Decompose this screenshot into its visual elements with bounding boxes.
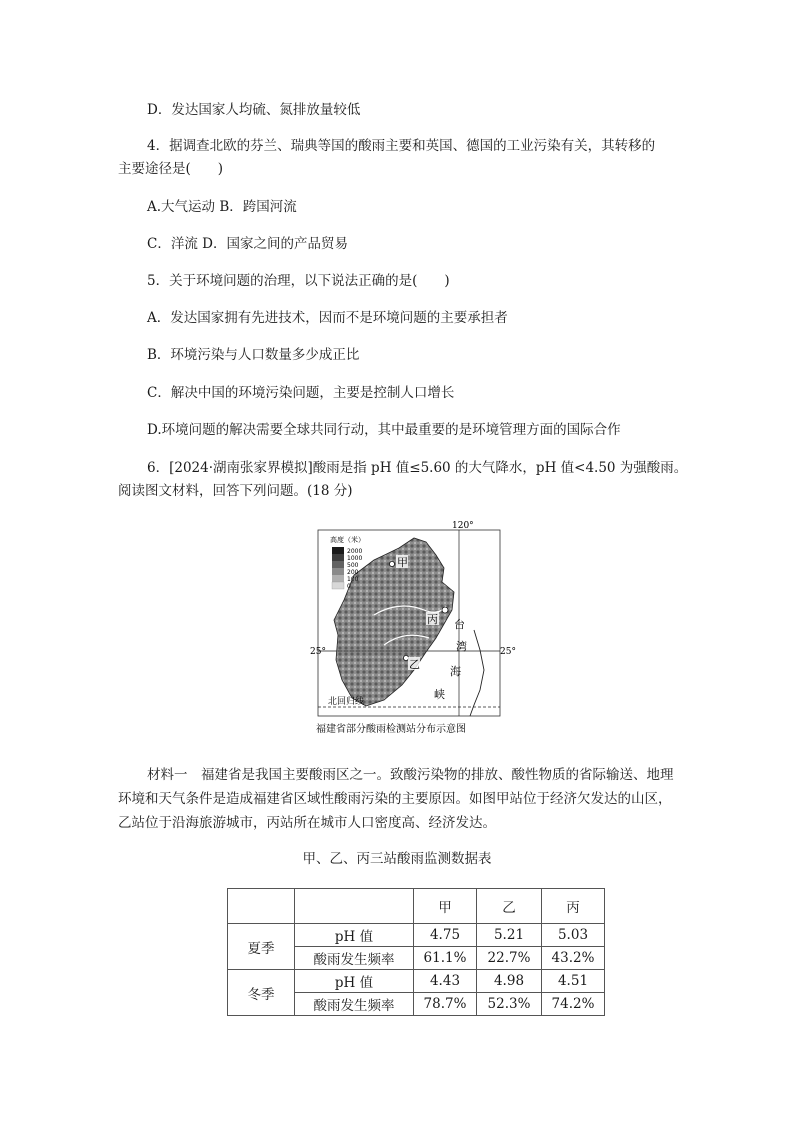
- q6-stem-line1: 6．[2024·湖南张家界模拟]酸雨是指 pH 值≤5.60 的大气降水，pH 值<4.50 为强酸雨。: [147, 460, 688, 476]
- lat-label-right: 25°: [500, 647, 516, 657]
- legend-value: 500: [347, 562, 359, 569]
- column-header: 甲: [414, 889, 477, 924]
- tropic-label: 北回归线: [328, 697, 365, 707]
- row-label: 酸雨发生频率: [295, 993, 414, 1016]
- q5-stem: 5．关于环境问题的治理，以下说法正确的是( ): [147, 273, 450, 289]
- lat-label-left: 25°: [310, 647, 326, 657]
- strait-char: 湾: [456, 640, 467, 653]
- table-row: [228, 970, 605, 993]
- season-label: 夏季: [228, 924, 295, 970]
- q4-options-ab: A.大气运动 B．跨国河流: [147, 199, 297, 215]
- table-cell: 61.1%: [414, 947, 477, 970]
- table-title: 甲、乙、丙三站酸雨监测数据表: [302, 851, 492, 867]
- strait-char: 峡: [434, 688, 445, 701]
- row-label: pH 值: [295, 970, 414, 993]
- q5-option-c: C．解决中国的环境污染问题，主要是控制人口增长: [147, 385, 455, 401]
- station-jia-marker: [389, 561, 394, 566]
- station-yi-label: 乙: [409, 658, 420, 671]
- row-label: 酸雨发生频率: [295, 947, 414, 970]
- strait-char: 海: [450, 665, 461, 678]
- map-caption: 福建省部分酸雨检测站分布示意图: [316, 724, 466, 735]
- season-label: 冬季: [228, 970, 295, 1016]
- q5-option-d: D.环境问题的解决需要全球共同行动，其中最重要的是环境管理方面的国际合作: [147, 422, 621, 438]
- legend-value: 1000: [347, 555, 363, 562]
- q4-stem-line2: 主要途径是( ): [118, 161, 224, 177]
- station-yi-marker: [403, 655, 408, 660]
- table-cell: 5.03: [542, 924, 605, 947]
- table-header-row: [228, 889, 605, 924]
- legend-value: 100: [347, 576, 359, 583]
- map-graphic: [310, 520, 516, 738]
- acid-rain-data-table: [227, 888, 605, 1016]
- column-header: 乙: [477, 889, 542, 924]
- table-cell: 74.2%: [542, 993, 605, 1016]
- table-cell: 52.3%: [477, 993, 542, 1016]
- legend-value: 0: [347, 583, 351, 590]
- table-cell: 4.75: [414, 924, 477, 947]
- table-cell: 78.7%: [414, 993, 477, 1016]
- table-cell: 4.51: [542, 970, 605, 993]
- legend-value: 200: [347, 569, 359, 576]
- q5-option-b: B．环境污染与人口数量多少成正比: [147, 347, 360, 363]
- material-one-paragraph: 材料一 福建省是我国主要酸雨区之一。致酸污染物的排放、酸性物质的省际输送、地理环境和天气条件是造成福建省区域性酸雨污染的主要原因。如图甲站位于经济欠发达的山区，乙站位于沿海旅游城市，丙站所在城市人口密度高、经济发达。: [118, 767, 674, 831]
- q4-stem-line1: 4．据调查北欧的芬兰、瑞典等国的酸雨主要和英国、德国的工业污染有关，其转移的: [147, 138, 656, 154]
- table-corner: [228, 889, 295, 924]
- station-bing-marker: [442, 607, 448, 613]
- row-label: pH 值: [295, 924, 414, 947]
- q6-stem-line2: 阅读图文材料，回答下列问题。(18 分): [118, 483, 353, 499]
- lon-label-120: 120°: [452, 521, 474, 531]
- table-row: [228, 924, 605, 947]
- table-cell: 5.21: [477, 924, 542, 947]
- q4-options-cd: C．洋流 D．国家之间的产品贸易: [147, 236, 348, 252]
- table-cell: 43.2%: [542, 947, 605, 970]
- legend-title: 高度（米）: [330, 536, 365, 544]
- fujian-acid-rain-map: [310, 520, 516, 738]
- column-header: 丙: [542, 889, 605, 924]
- station-bing-label: 丙: [427, 613, 438, 626]
- q3-option-d: D．发达国家人均硫、氮排放量较低: [147, 102, 361, 118]
- table-corner: [295, 889, 414, 924]
- table-cell: 4.43: [414, 970, 477, 993]
- strait-char: 台: [454, 618, 465, 631]
- legend-value: 2000: [347, 548, 363, 555]
- table-cell: 22.7%: [477, 947, 542, 970]
- q5-option-a: A．发达国家拥有先进技术，因而不是环境问题的主要承担者: [147, 310, 508, 326]
- station-jia-label: 甲: [397, 556, 408, 569]
- table-cell: 4.98: [477, 970, 542, 993]
